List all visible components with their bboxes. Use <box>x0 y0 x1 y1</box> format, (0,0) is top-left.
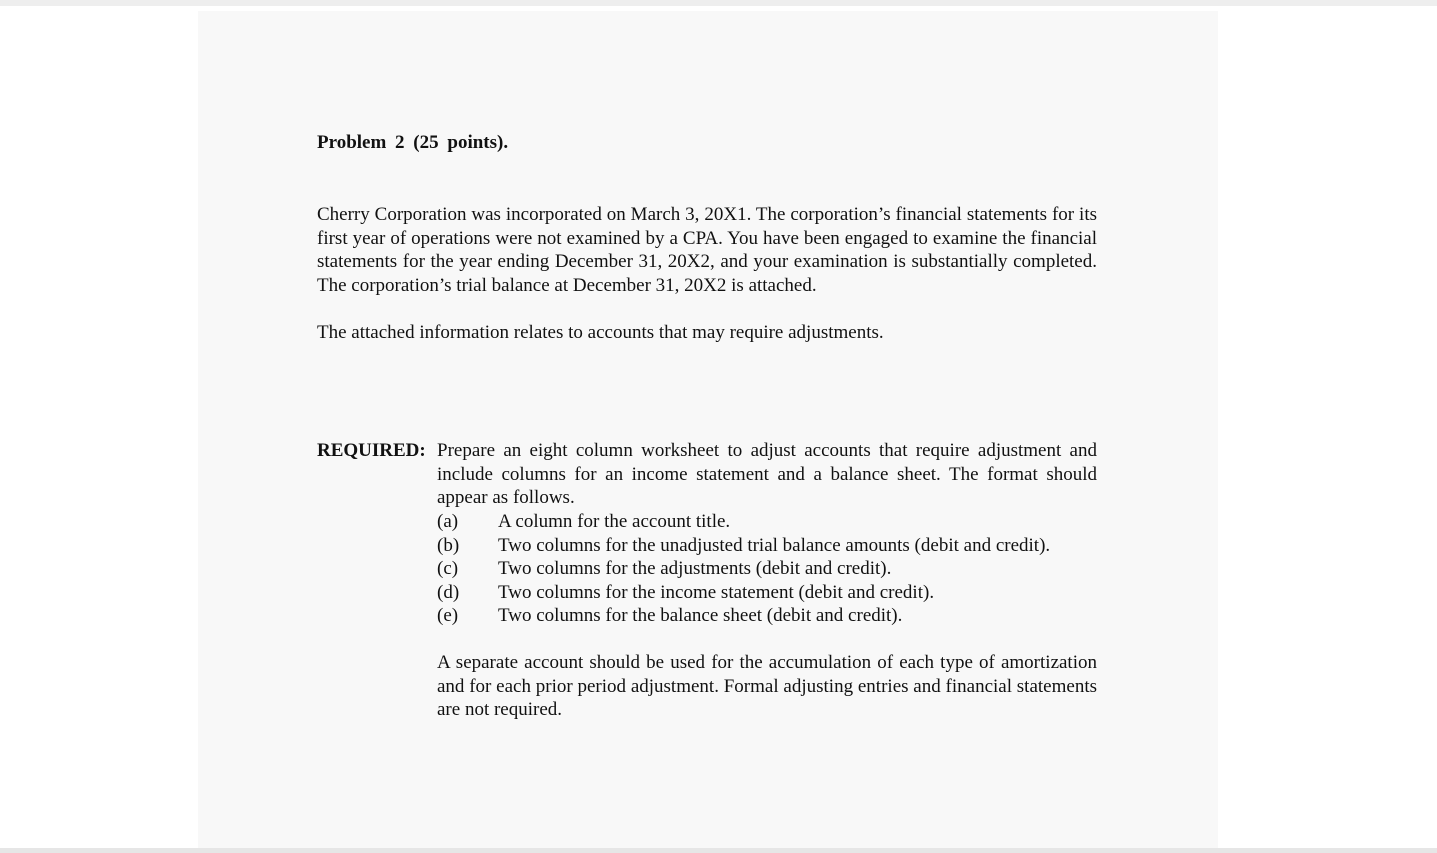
list-item-text: A column for the account title. <box>498 511 731 532</box>
list-marker: (d) <box>437 581 460 603</box>
list-item <box>437 557 1097 581</box>
document-page <box>198 11 1218 848</box>
intro-paragraph: Cherry Corporation was incorporated on March 3, 20X1. The corporation’s financial statements for its first year of operations were not examined by a CPA. You have been engaged to examine the financial statements for the year ending December 31, 20X2, and your examination is substantially completed. The corporation’s trial balance at December 31, 20X2 is attached. <box>317 204 1097 296</box>
closing-note: A separate account should be used for the accumulation of each type of amortization and for each prior period adjustment. Formal adjusting entries and financial statements are not required. <box>437 652 1097 720</box>
required-label: REQUIRED: <box>317 440 426 461</box>
problem-title: Problem 2 (25 points). <box>317 132 509 153</box>
viewer-bottom-bar <box>0 848 1437 853</box>
worksheet-column-list <box>437 510 1097 628</box>
list-item <box>437 581 1097 605</box>
list-item-text: Two columns for the balance sheet (debit and credit). <box>498 605 903 627</box>
list-item <box>437 534 1097 558</box>
list-marker: (b) <box>437 534 460 556</box>
list-item <box>437 604 1097 628</box>
list-item-text: Two columns for the income statement (debit and credit). <box>498 581 935 603</box>
list-marker: (a) <box>437 511 459 532</box>
list-marker: (c) <box>437 558 459 580</box>
list-item-text: Two columns for the unadjusted trial balance amounts (debit and credit). <box>498 534 1051 556</box>
viewer-top-bar <box>0 0 1437 6</box>
required-instructions: Prepare an eight column worksheet to adjust accounts that require adjustment and include columns for an income statement and a balance sheet. The format should appear as follows. <box>437 440 1097 508</box>
info-paragraph: The attached information relates to accounts that may require adjustments. <box>317 322 884 343</box>
list-item <box>437 510 1097 534</box>
list-marker: (e) <box>437 605 459 627</box>
list-item-text: Two columns for the adjustments (debit and credit). <box>498 558 892 580</box>
